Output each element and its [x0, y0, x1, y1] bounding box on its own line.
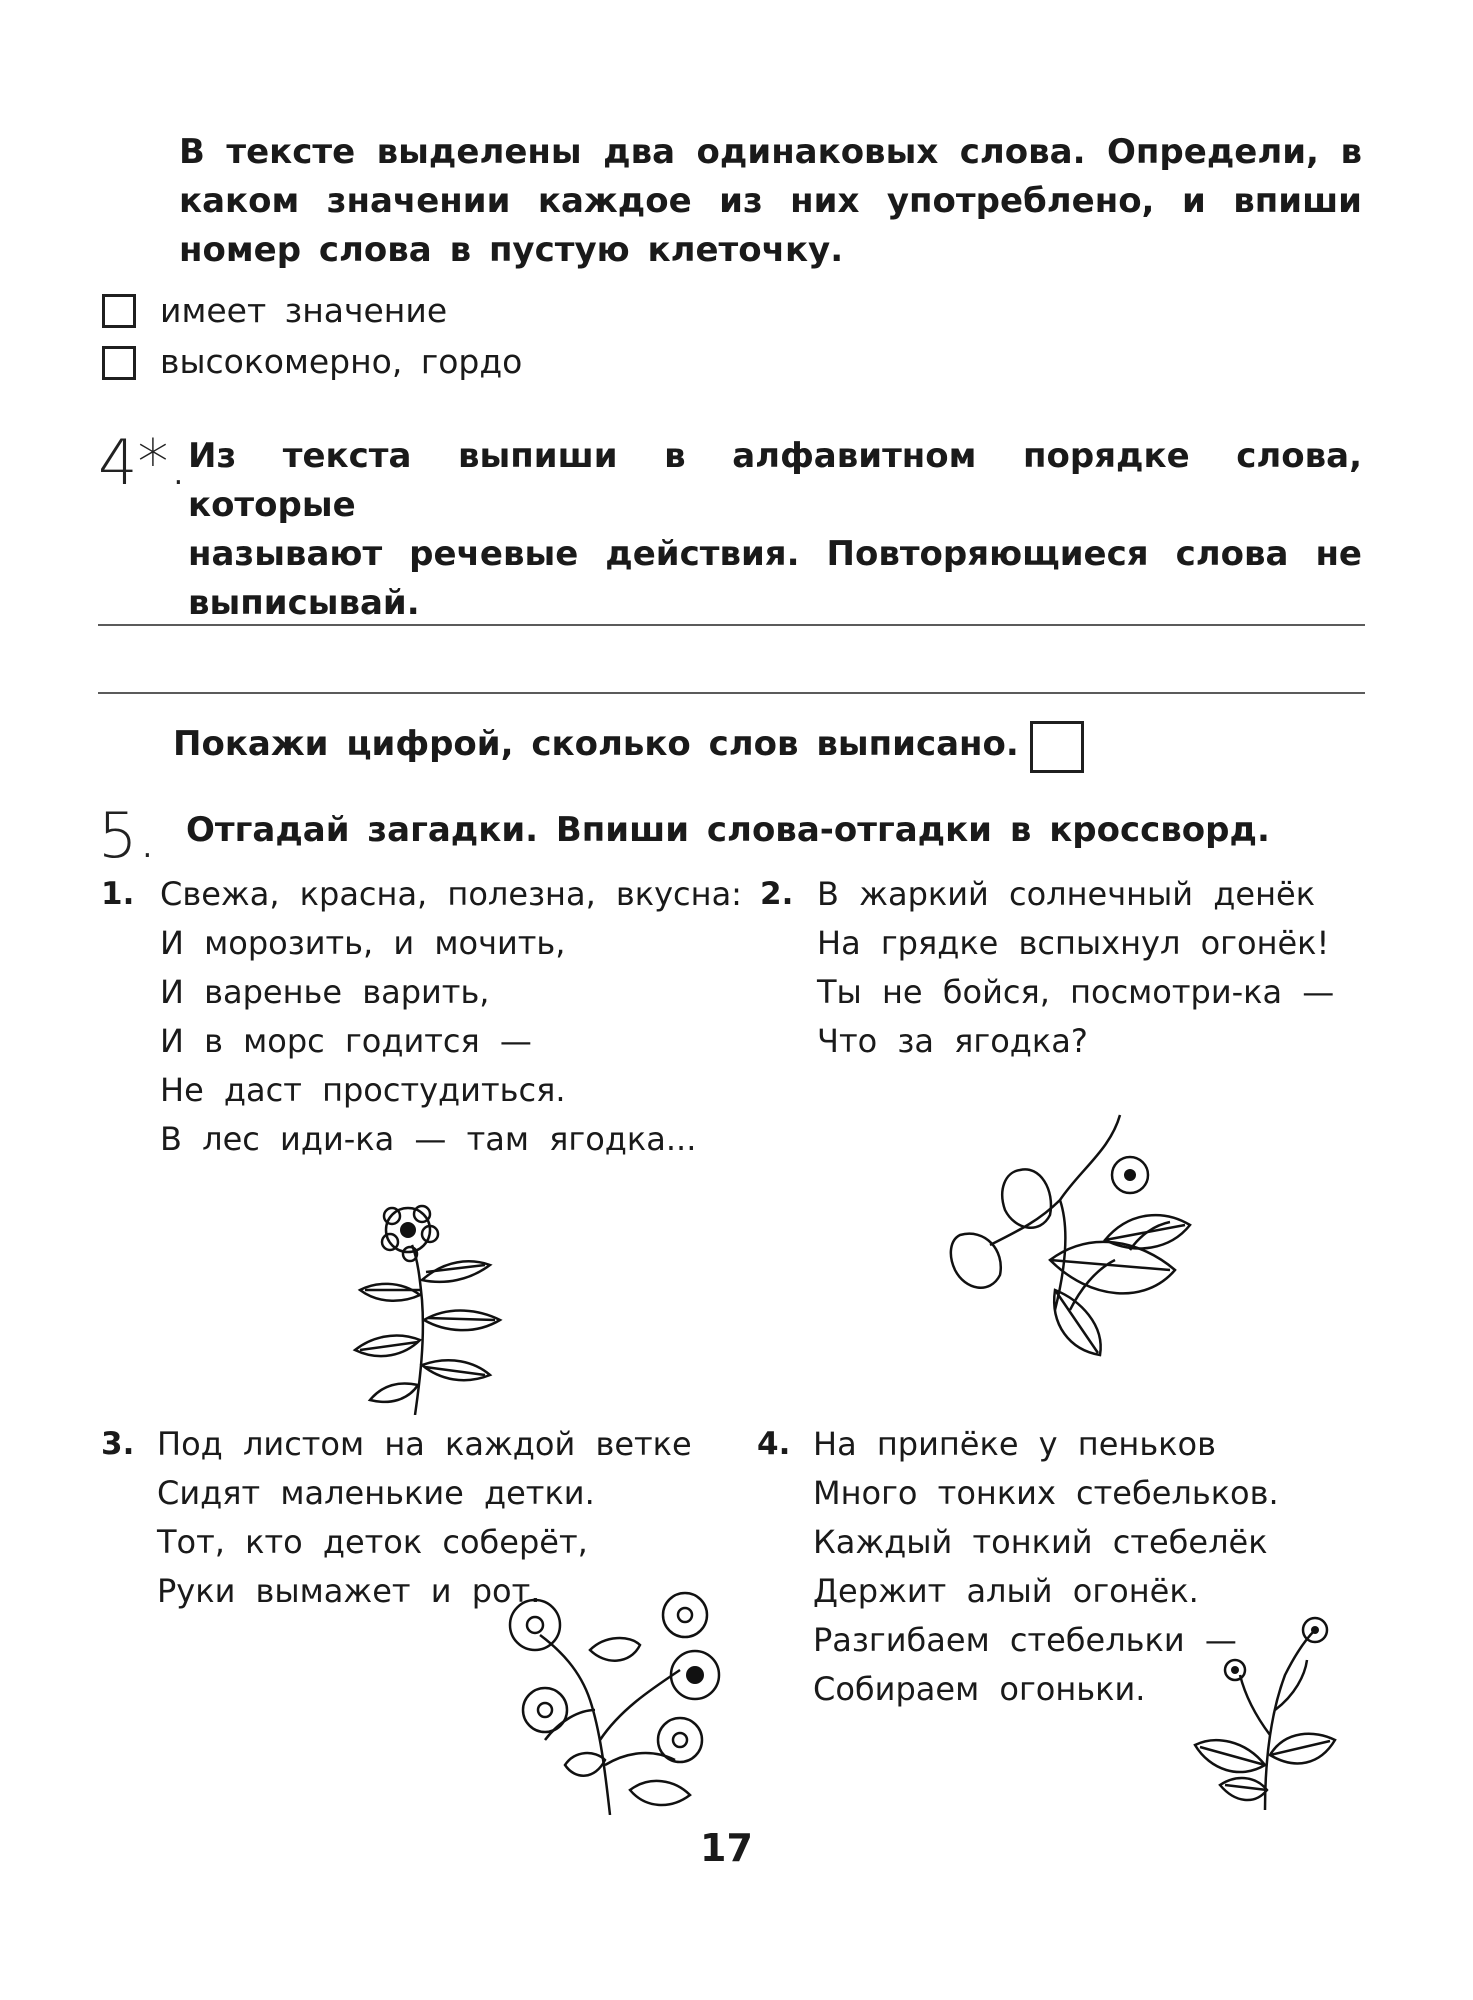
- riddle-3-line: Под листом на каждой ветке: [157, 1425, 692, 1463]
- riddle-1-line: И в морс годится —: [160, 1022, 532, 1060]
- riddle-1: [160, 870, 742, 1164]
- page-number: 17: [700, 1826, 753, 1870]
- task4-line-3: выписывай.: [188, 583, 420, 623]
- riddle-4-line: Держит алый огонёк.: [813, 1572, 1199, 1610]
- riddle-4-line: На припёке у пеньков: [813, 1425, 1216, 1463]
- task5-number: 5.: [98, 799, 158, 872]
- riddle-2-line: На грядке вспыхнул огонёк!: [817, 924, 1330, 962]
- riddle-1-line: Свежа, красна, полезна, вкусна:: [160, 875, 742, 913]
- count-prompt: Покажи цифрой, сколько слов выписано.: [173, 724, 1019, 764]
- riddle-3-line: Тот, кто деток соберёт,: [157, 1523, 588, 1561]
- strawberry-icon: [930, 1110, 1200, 1360]
- task5-instruction: Отгадай загадки. Впиши слова-отгадки в кроссворд.: [186, 810, 1270, 850]
- answer-line-1[interactable]: [98, 624, 1365, 626]
- riddle-2-line: Ты не бойся, посмотри-ка —: [817, 973, 1335, 1011]
- answer-box-1[interactable]: [102, 294, 136, 328]
- riddle-4-line: Разгибаем стебельки —: [813, 1621, 1237, 1659]
- task4: [188, 432, 1362, 628]
- riddle-1-line: И варенье варить,: [160, 973, 490, 1011]
- riddle-1-line: И морозить, и мочить,: [160, 924, 566, 962]
- riddle-4-line: Каждый тонкий стебелёк: [813, 1523, 1268, 1561]
- riddle-4-number: 4.: [757, 1426, 791, 1462]
- count-answer-box[interactable]: [1030, 721, 1084, 773]
- option-2: высокомерно, гордо: [160, 342, 523, 381]
- task3: [179, 128, 1362, 275]
- riddle-2-line: В жаркий солнечный денёк: [817, 875, 1316, 913]
- task3-line-2: каком значении каждое из них употреблено, и впиши: [179, 181, 1362, 221]
- wild-strawberry-icon: [1185, 1615, 1345, 1810]
- riddle-3-number: 3.: [101, 1426, 135, 1462]
- task3-line-3: номер слова в пустую клеточку.: [179, 230, 844, 270]
- riddle-4-line: Много тонких стебельков.: [813, 1474, 1279, 1512]
- riddle-1-line: Не даст простудиться.: [160, 1071, 566, 1109]
- riddle-1-number: 1.: [101, 876, 135, 912]
- task4-number: 4*.: [98, 426, 189, 499]
- riddle-3-line: Руки вымажет и рот.: [157, 1572, 541, 1610]
- riddle-4-line: Собираем огоньки.: [813, 1670, 1146, 1708]
- riddle-2: [817, 870, 1334, 1066]
- riddle-3-line: Сидят маленькие детки.: [157, 1474, 595, 1512]
- riddle-2-number: 2.: [760, 876, 794, 912]
- answer-line-2[interactable]: [98, 692, 1365, 694]
- answer-box-2[interactable]: [102, 346, 136, 380]
- lingonberry-icon: [350, 1190, 510, 1415]
- task4-line-1: Из текста выпиши в алфавитном порядке слова, которые: [188, 436, 1362, 525]
- option-1: имеет значение: [160, 291, 448, 330]
- task3-line-1: В тексте выделены два одинаковых слова. Определи, в: [179, 132, 1362, 172]
- blueberry-icon: [500, 1590, 725, 1815]
- riddle-1-line: В лес иди-ка — там ягодка...: [160, 1120, 697, 1158]
- task4-line-2: называют речевые действия. Повторяющиеся слова не: [188, 534, 1362, 574]
- riddle-3: [157, 1420, 692, 1616]
- riddle-2-line: Что за ягодка?: [817, 1022, 1088, 1060]
